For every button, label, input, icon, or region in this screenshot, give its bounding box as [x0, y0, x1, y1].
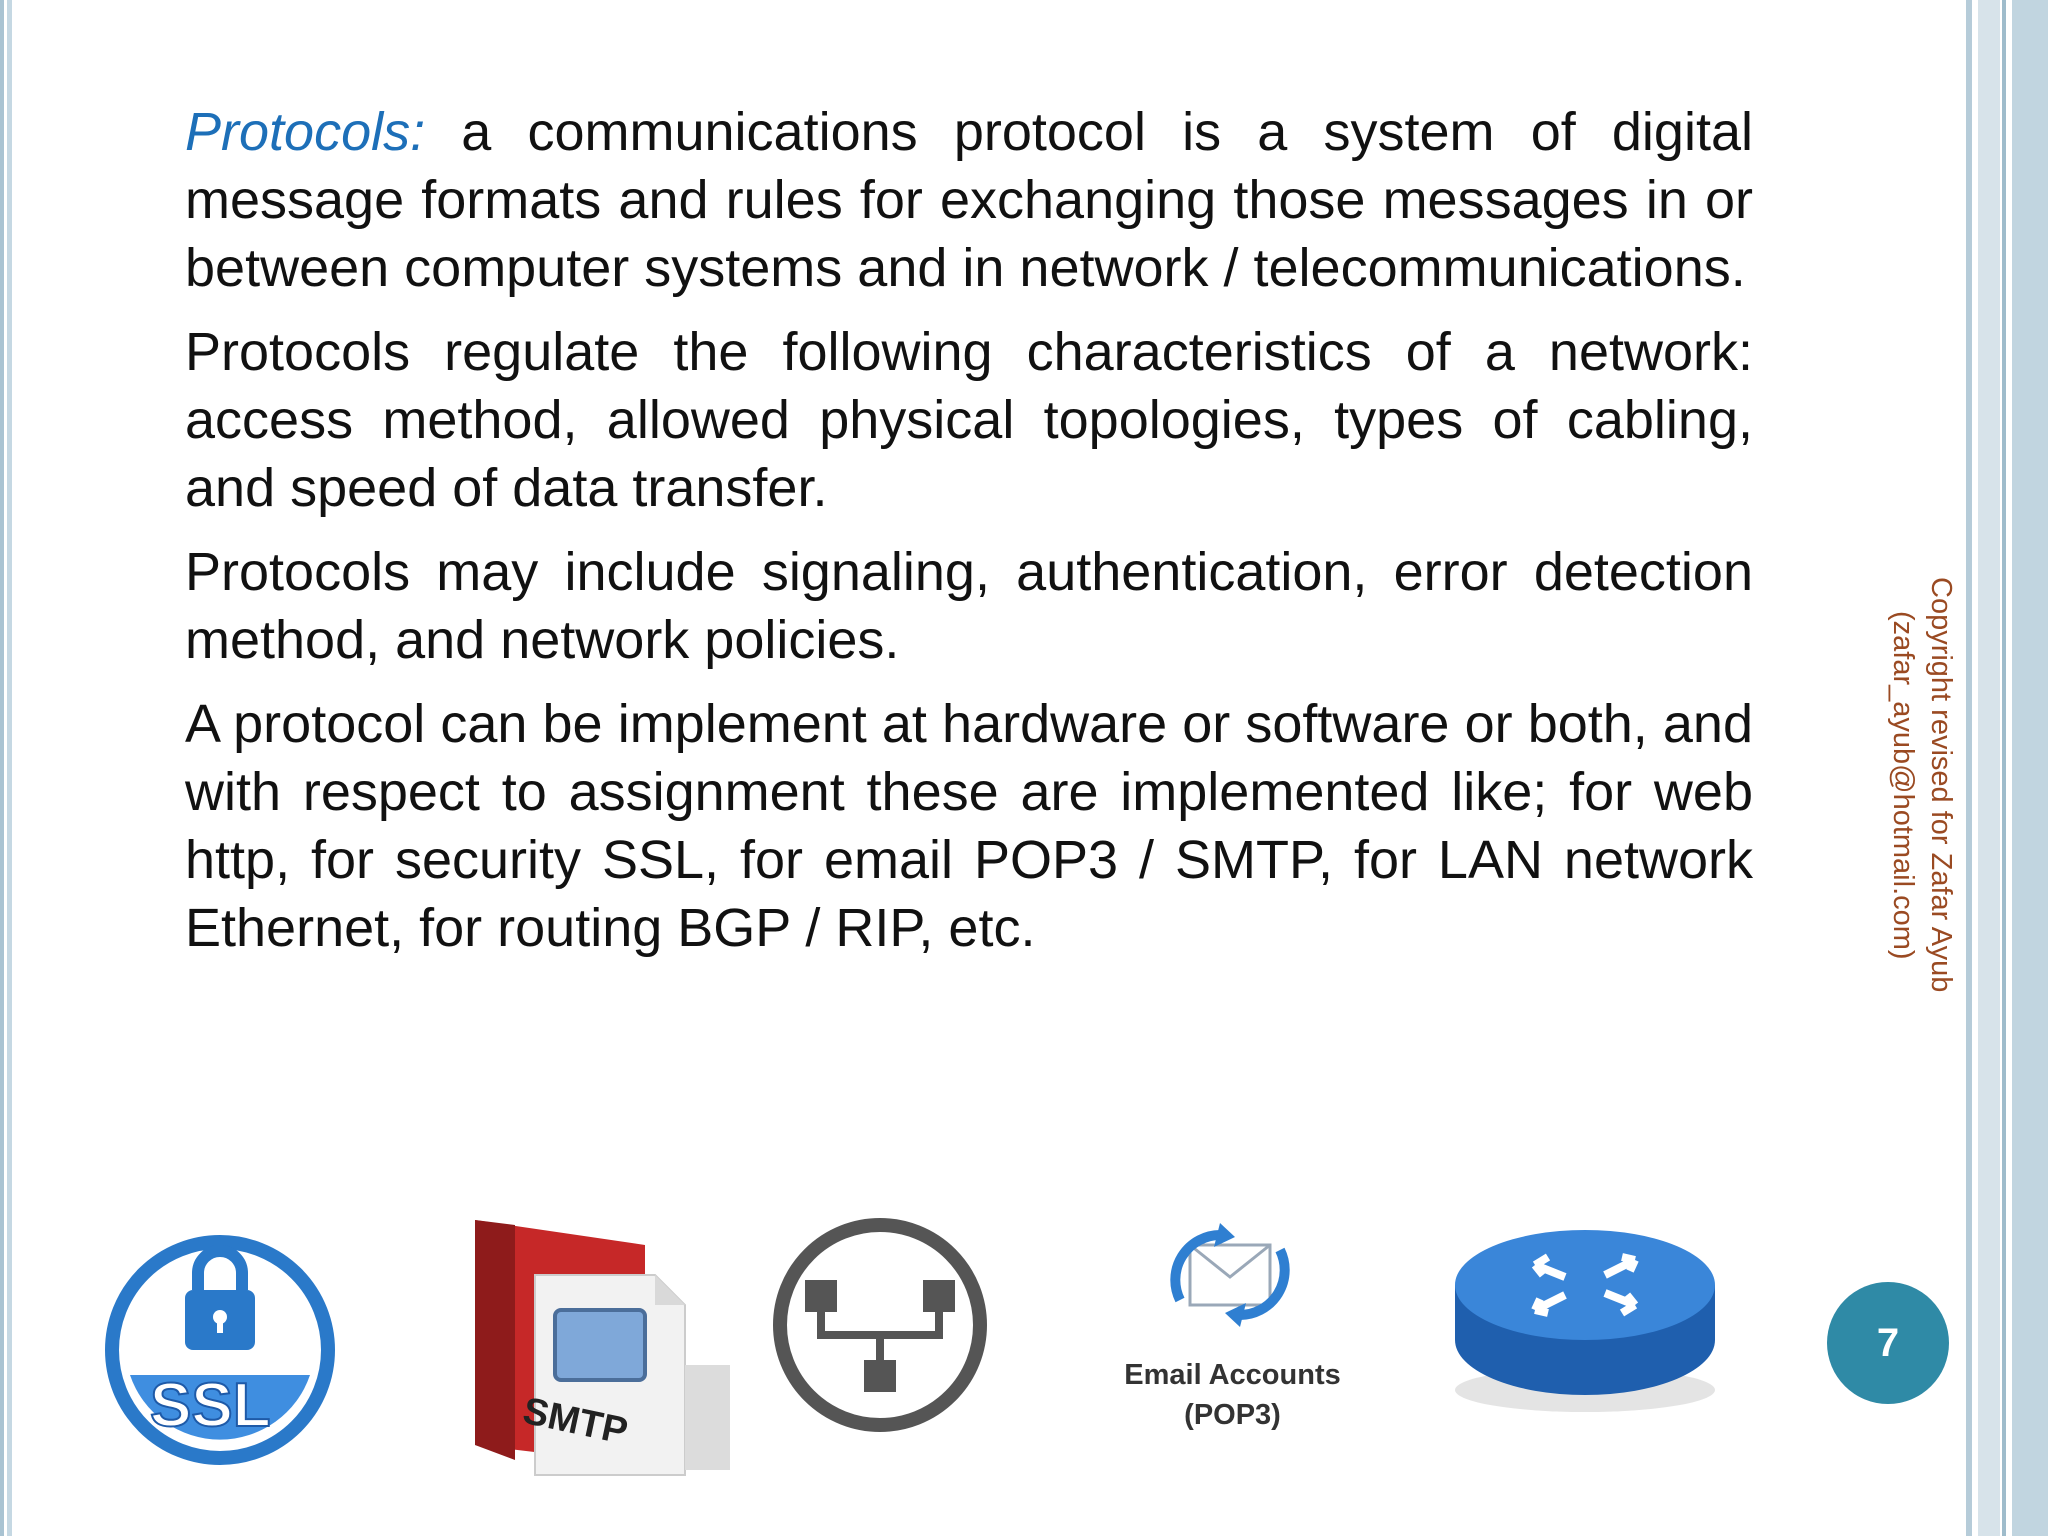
paragraph-include: Protocols may include signaling, authentication, error detection method, and network policies.	[185, 542, 1753, 670]
network-topology-icon	[770, 1210, 990, 1450]
slide-right-border	[1966, 0, 2048, 1536]
pop3-line: (POP3)	[1184, 1399, 1281, 1431]
paragraph-regulate: Protocols regulate the following characteristics of a network: access method, allowed physical topologies, types of cabling, and speed of data transfer.	[185, 322, 1753, 518]
copyright-email: (zafar_ayub@hotmail.com)	[1887, 610, 1919, 960]
email-accounts-label	[1100, 1355, 1365, 1435]
router-icon	[1440, 1215, 1730, 1425]
slide-body	[185, 98, 1753, 978]
copyright-line: Copyright revised for Zafar Ayub	[1925, 577, 1957, 993]
paragraph-implementation: A protocol can be implement at hardware or software or both, and with respect to assignment these are implemented like; for web http, for security SSL, for email POP3 / SMTP, for LAN network Ethernet, for routing BGP / RIP, etc.	[185, 694, 1753, 958]
slide-left-border	[0, 0, 14, 1536]
ssl-label: SSL	[150, 1371, 271, 1440]
paragraph-text: a communications protocol is a system of digital message formats and rules for exchanging those messages in or between computer systems and in network / telecommunications.	[185, 102, 1753, 298]
copyright-note	[1878, 540, 1960, 1030]
smtp-label: SMTP	[519, 1390, 632, 1454]
paragraph-protocol-definition	[185, 98, 1753, 302]
keyword-protocols: Protocols:	[185, 102, 426, 162]
page-number-badge: 7	[1827, 1282, 1949, 1404]
email-accounts-line: Email Accounts	[1124, 1359, 1341, 1391]
